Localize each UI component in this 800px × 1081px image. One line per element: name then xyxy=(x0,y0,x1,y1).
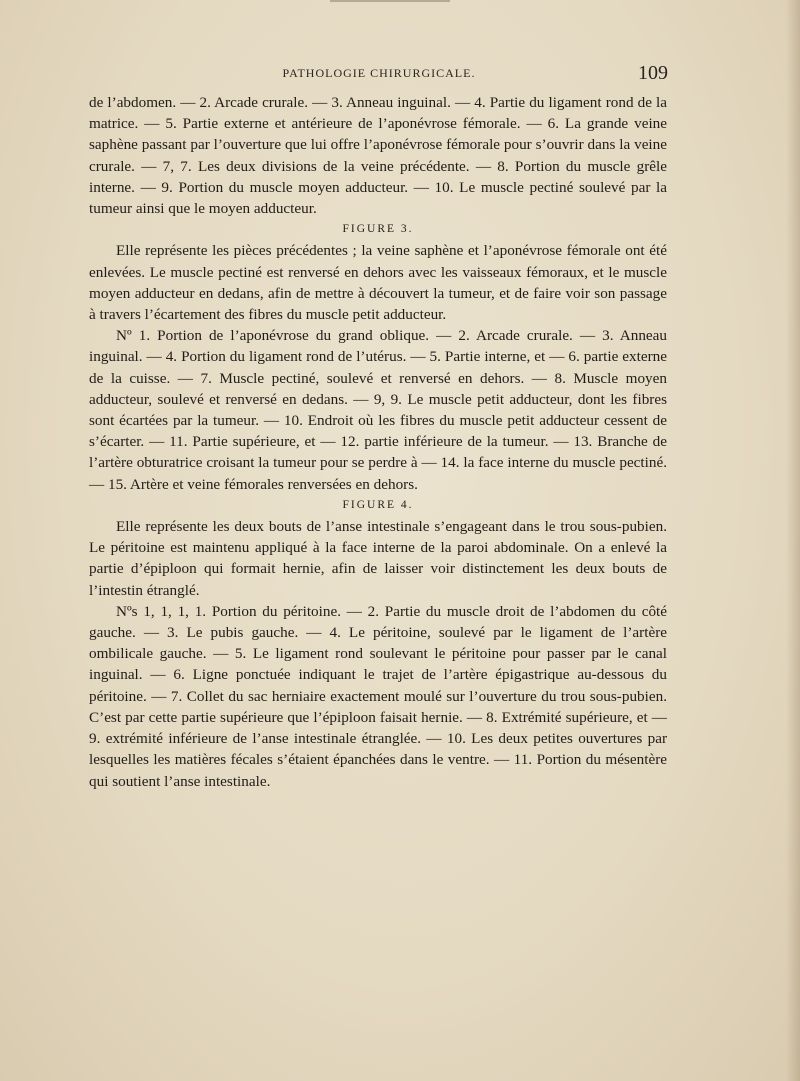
body-text xyxy=(89,92,667,792)
page-header xyxy=(90,62,668,86)
paragraph-figure4-legend: Nºs 1, 1, 1, 1. Portion du péritoine. — 2. Partie du muscle droit de l’abdomen du côté gauche. — 3. Le pubis gauche. — 4. Le péritoine, soulevé par le ligament de l’artère ombilicale gauche. — 5. Le ligament rond soulevant le péritoine pour passer par le canal inguinal. — 6. Ligne ponctuée indiquant le trajet de l’artère épigastrique au-dessous du péritoine. — 7. Collet du sac herniaire exactement moulé sur l’ouverture du trou sous-pubien. C’est par cette partie supérieure que l’épiploon faisait hernie. — 8. Extrémité supérieure, et — 9. extrémité inférieure de l’anse intestinale étranglée. — 10. Les deux petites ouvertures par lesquelles les matières fécales s’étaient épanchées dans le ventre. — 11. Portion du mésentère qui soutient l’anse intestinale. xyxy=(89,602,667,790)
binding-mark xyxy=(330,0,450,2)
paragraph-figure4-description: Elle représente les deux bouts de l’anse intestinale s’engageant dans le trou sous-pubien. Le péritoine est maintenu appliqué à la face interne de la paroi abdominale. On a enlevé la partie d’épiploon qui formait hernie, afin de laisser voir distinctement les deux bouts de l’intestin étranglé. xyxy=(89,518,667,599)
figure-4-heading: FIGURE 4. xyxy=(342,498,414,511)
paragraph-figure3-legend: Nº 1. Portion de l’aponévrose du grand oblique. — 2. Arcade crurale. — 3. Anneau inguinal. — 4. Portion du ligament rond de l’utérus. — 5. Partie interne, et — 6. partie externe de la cuisse. — 7. Muscle pectiné, soulevé et renversé en dehors. — 8. Muscle moyen adducteur, soulevé et renversé en dedans. — 9, 9. Le muscle petit adducteur, dont les fibres sont écartées par la tumeur. — 10. Endroit où les fibres du muscle petit adducteur cessent de s’écarter. — 11. Partie supérieure, et — 12. partie inférieure de la tumeur. — 13. Branche de l’artère obturatrice croisant la tumeur pour se perdre à — 14. la face interne du muscle pectiné. — 15. Artère et veine fémorales renversées en dehors. xyxy=(89,327,667,493)
paragraph-figure3-description: Elle représente les pièces précédentes ; la veine saphène et l’aponévrose fémorale ont été enlevées. Le muscle pectiné est renversé en dehors avec les vaisseaux fémoraux, et le muscle moyen adducteur en dedans, afin de mettre à découvert la tumeur, et de faire voir son passage à travers l’écartement des fibres du muscle petit adducteur. xyxy=(89,242,667,324)
page-edge-shadow xyxy=(786,0,800,1081)
page-number: 109 xyxy=(638,62,668,84)
paragraph-figure2-legend-end: de l’abdomen. — 2. Arcade crurale. — 3. Anneau inguinal. — 4. Partie du ligament rond de la matrice. — 5. Partie externe et antérieure de l’aponévrose fémorale. — 6. La grande veine saphène passant par l’ouverture que lui offre l’aponévrose fémorale pour s’ouvrir dans la veine crurale. — 7, 7. Les deux divisions de la veine précédente. — 8. Portion du muscle grêle interne. — 9. Portion du muscle moyen adducteur. — 10. Le muscle pectiné soulevé par la tumeur ainsi que le moyen adducteur. xyxy=(89,94,667,218)
figure-3-heading: FIGURE 3. xyxy=(342,223,414,236)
running-head: PATHOLOGIE CHIRURGICALE. xyxy=(282,66,476,80)
